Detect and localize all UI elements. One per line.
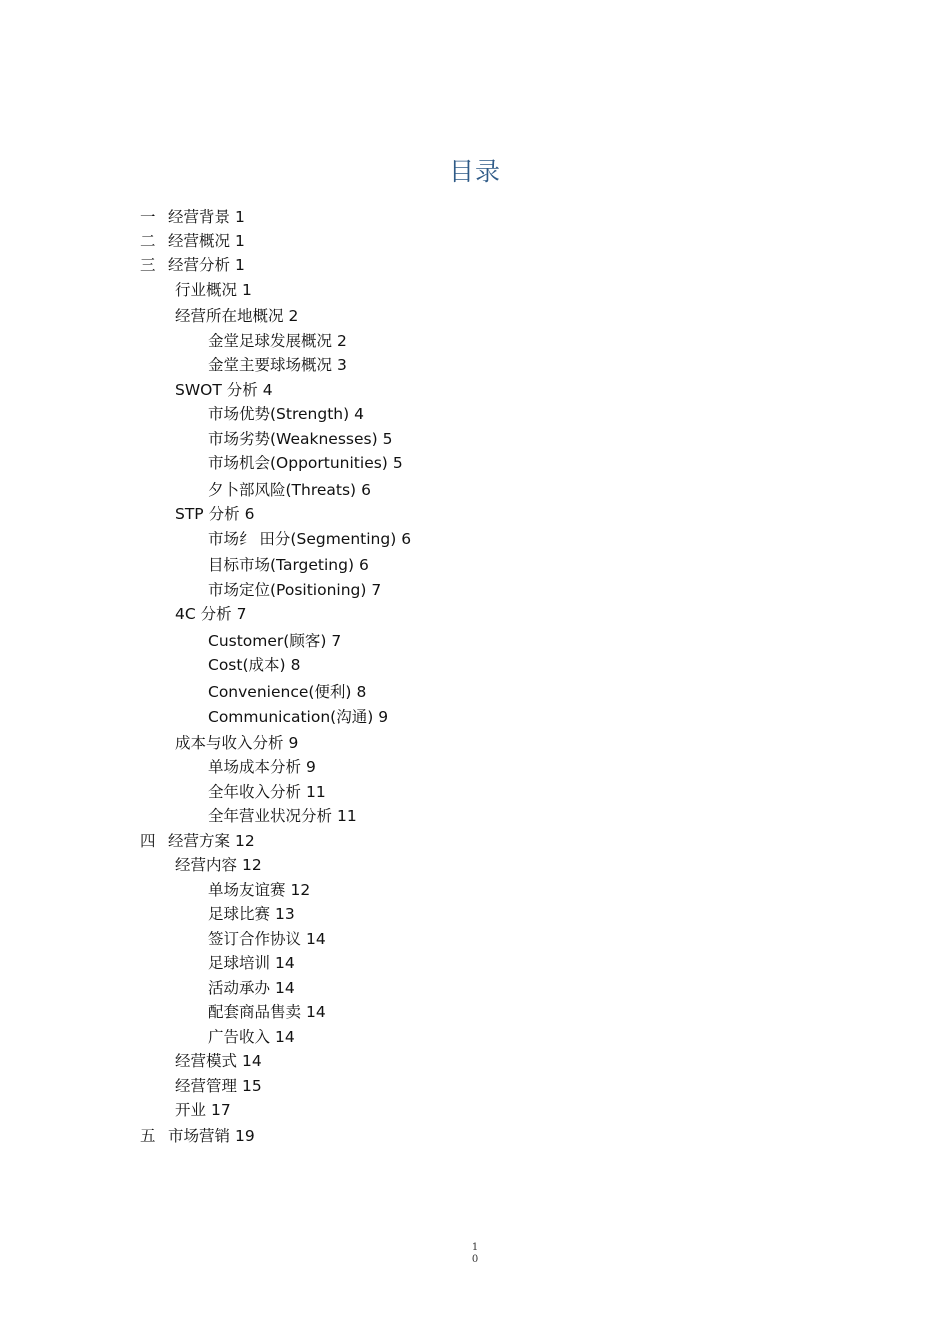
toc-entry[interactable] xyxy=(175,604,247,624)
toc-entry-label: 夕卜部风险(Threats) xyxy=(208,481,357,499)
toc-entry-page: 14 xyxy=(306,1003,326,1021)
toc-entry-label: 市场劣势(Weaknesses) xyxy=(208,430,378,448)
toc-entry[interactable] xyxy=(175,733,298,753)
toc-entry-page: 3 xyxy=(337,356,347,374)
toc-entry-page: 1 xyxy=(242,281,252,299)
toc-entry[interactable] xyxy=(208,355,347,375)
toc-entry-label: 足球培训 xyxy=(208,954,271,972)
toc-entry[interactable] xyxy=(175,855,262,875)
toc-entry-page: 1 xyxy=(235,256,245,274)
toc-entry-label: 配套商品售卖 xyxy=(208,1003,302,1021)
toc-entry-label: 足球比赛 xyxy=(208,905,271,923)
toc-entry-label: Communication(沟通) xyxy=(208,708,374,726)
toc-entry[interactable] xyxy=(140,1126,255,1146)
toc-entry-label: 经营概况 xyxy=(168,232,231,250)
toc-entry[interactable] xyxy=(208,978,295,998)
toc-entry-page: 4 xyxy=(262,381,273,399)
toc-entry[interactable] xyxy=(208,453,403,473)
toc-entry-page: 11 xyxy=(337,807,357,825)
toc-entry-page: 5 xyxy=(382,430,393,448)
toc-entry-page: 7 xyxy=(331,632,342,650)
toc-entry[interactable] xyxy=(208,631,341,651)
toc-entry-label: 经营内容 xyxy=(175,856,238,874)
toc-entry-page: 14 xyxy=(306,930,326,948)
toc-entry-label: 经营管理 xyxy=(175,1077,238,1095)
toc-entry[interactable] xyxy=(208,429,393,449)
toc-entry-number: 五 xyxy=(140,1127,156,1145)
toc-entry-label: 金堂足球发展概况 xyxy=(208,332,333,350)
toc-entry-label: 签订合作协议 xyxy=(208,930,302,948)
toc-entry-page: 1 xyxy=(235,232,245,250)
toc-entry-label: 行业概况 xyxy=(175,281,238,299)
toc-entry[interactable] xyxy=(208,555,369,575)
toc-entry[interactable] xyxy=(175,380,273,400)
page-number-top: 1 xyxy=(471,1242,479,1253)
toc-entry-page: 17 xyxy=(211,1101,231,1119)
toc-entry-page: 2 xyxy=(337,332,347,350)
toc-entry-number: 二 xyxy=(140,232,156,250)
toc-title: 目录 xyxy=(448,157,501,186)
toc-entry-label: 单场成本分析 xyxy=(208,758,302,776)
toc-entry-label: 经营方案 xyxy=(168,832,231,850)
toc-entry[interactable] xyxy=(175,306,298,326)
toc-entry[interactable] xyxy=(208,529,411,549)
page-number-bottom: 0 xyxy=(471,1254,479,1265)
toc-entry-page: 14 xyxy=(275,1028,295,1046)
toc-entry[interactable] xyxy=(208,782,326,802)
toc-entry-label: 全年收入分析 xyxy=(208,783,302,801)
toc-entry[interactable] xyxy=(175,1051,262,1071)
toc-entry-page: 6 xyxy=(361,481,371,499)
toc-entry-page: 8 xyxy=(290,656,301,674)
toc-entry-label: 单场友谊赛 xyxy=(208,881,286,899)
toc-entry-page: 15 xyxy=(242,1077,262,1095)
toc-entry[interactable] xyxy=(208,480,371,500)
toc-entry[interactable] xyxy=(140,231,245,251)
toc-entry-page: 1 xyxy=(235,208,245,226)
toc-entry[interactable] xyxy=(208,331,347,351)
toc-entry[interactable] xyxy=(208,655,300,675)
toc-entry[interactable] xyxy=(208,904,295,924)
toc-entry-label: 市场纟 田分(Segmenting) xyxy=(208,530,397,548)
toc-entry[interactable] xyxy=(208,1002,326,1022)
toc-entry[interactable] xyxy=(175,504,254,524)
toc-entry-label: Cost(成本) xyxy=(208,656,286,674)
toc-entry[interactable] xyxy=(208,953,295,973)
toc-entry-label: 全年营业状况分析 xyxy=(208,807,333,825)
toc-entry[interactable] xyxy=(140,207,245,227)
toc-entry-label: 经营背景 xyxy=(168,208,231,226)
toc-entry-label: Customer(顾客) xyxy=(208,632,327,650)
toc-entry[interactable] xyxy=(208,682,366,702)
toc-entry-page: 9 xyxy=(306,758,316,776)
toc-entry-page: 14 xyxy=(275,954,295,972)
toc-entry-label: SWOT 分析 xyxy=(175,381,258,399)
toc-entry-label: STP 分析 xyxy=(175,505,240,523)
toc-entry[interactable] xyxy=(208,1027,295,1047)
toc-entry-page: 19 xyxy=(235,1127,255,1145)
toc-entry[interactable] xyxy=(175,1100,231,1120)
toc-entry-label: 经营所在地概况 xyxy=(175,307,284,325)
toc-entry-page: 11 xyxy=(306,783,326,801)
toc-entry-label: 市场营销 xyxy=(168,1127,231,1145)
toc-entry-page: 6 xyxy=(244,505,255,523)
page-number xyxy=(466,1242,484,1266)
toc-entry[interactable] xyxy=(208,404,364,424)
toc-entry-page: 14 xyxy=(242,1052,262,1070)
toc-entry-page: 14 xyxy=(275,979,295,997)
toc-entry-page: 9 xyxy=(288,734,299,752)
toc-entry-page: 2 xyxy=(288,307,299,325)
toc-entry[interactable] xyxy=(175,1076,262,1096)
toc-entry-label: 广告收入 xyxy=(208,1028,271,1046)
toc-entry-label: 市场机会(Opportunities) xyxy=(208,454,388,472)
toc-entry[interactable] xyxy=(140,255,245,275)
toc-entry[interactable] xyxy=(175,280,252,300)
toc-entry-page: 9 xyxy=(378,708,389,726)
toc-entry-label: 市场优势(Strength) xyxy=(208,405,350,423)
toc-entry-label: 金堂主要球场概况 xyxy=(208,356,333,374)
toc-entry-page: 6 xyxy=(359,556,369,574)
toc-entry-label: 经营分析 xyxy=(168,256,231,274)
toc-entry[interactable] xyxy=(208,880,310,900)
toc-entry-label: 活动承办 xyxy=(208,979,271,997)
toc-entry-label: 经营模式 xyxy=(175,1052,238,1070)
toc-entry-label: Convenience(便利) xyxy=(208,683,352,701)
toc-entry-number: 四 xyxy=(140,832,156,850)
toc-entry-page: 12 xyxy=(235,832,255,850)
toc-entry[interactable] xyxy=(140,831,255,851)
toc-entry-label: 目标市场(Targeting) xyxy=(208,556,355,574)
toc-entry-page: 13 xyxy=(275,905,295,923)
toc-entry-page: 7 xyxy=(371,581,382,599)
toc-entry-page: 5 xyxy=(392,454,403,472)
toc-entry[interactable] xyxy=(208,929,326,949)
toc-entry-label: 成本与收入分析 xyxy=(175,734,284,752)
toc-entry[interactable] xyxy=(208,707,388,727)
toc-entry-label: 市场定位(Positioning) xyxy=(208,581,367,599)
toc-entry-page: 7 xyxy=(236,605,247,623)
toc-entry[interactable] xyxy=(208,580,381,600)
toc-entry-number: 三 xyxy=(140,256,156,274)
toc-entry-page: 12 xyxy=(242,856,262,874)
toc-entry-page: 8 xyxy=(356,683,367,701)
toc-entry-label: 开业 xyxy=(175,1101,207,1119)
toc-entry-page: 12 xyxy=(290,881,311,899)
toc-entry[interactable] xyxy=(208,757,316,777)
toc-entry-number: 一 xyxy=(140,208,156,226)
toc-entry[interactable] xyxy=(208,806,357,826)
toc-entry-page: 4 xyxy=(354,405,365,423)
toc-entry-label: 4C 分析 xyxy=(175,605,232,623)
toc-entry-page: 6 xyxy=(401,530,412,548)
